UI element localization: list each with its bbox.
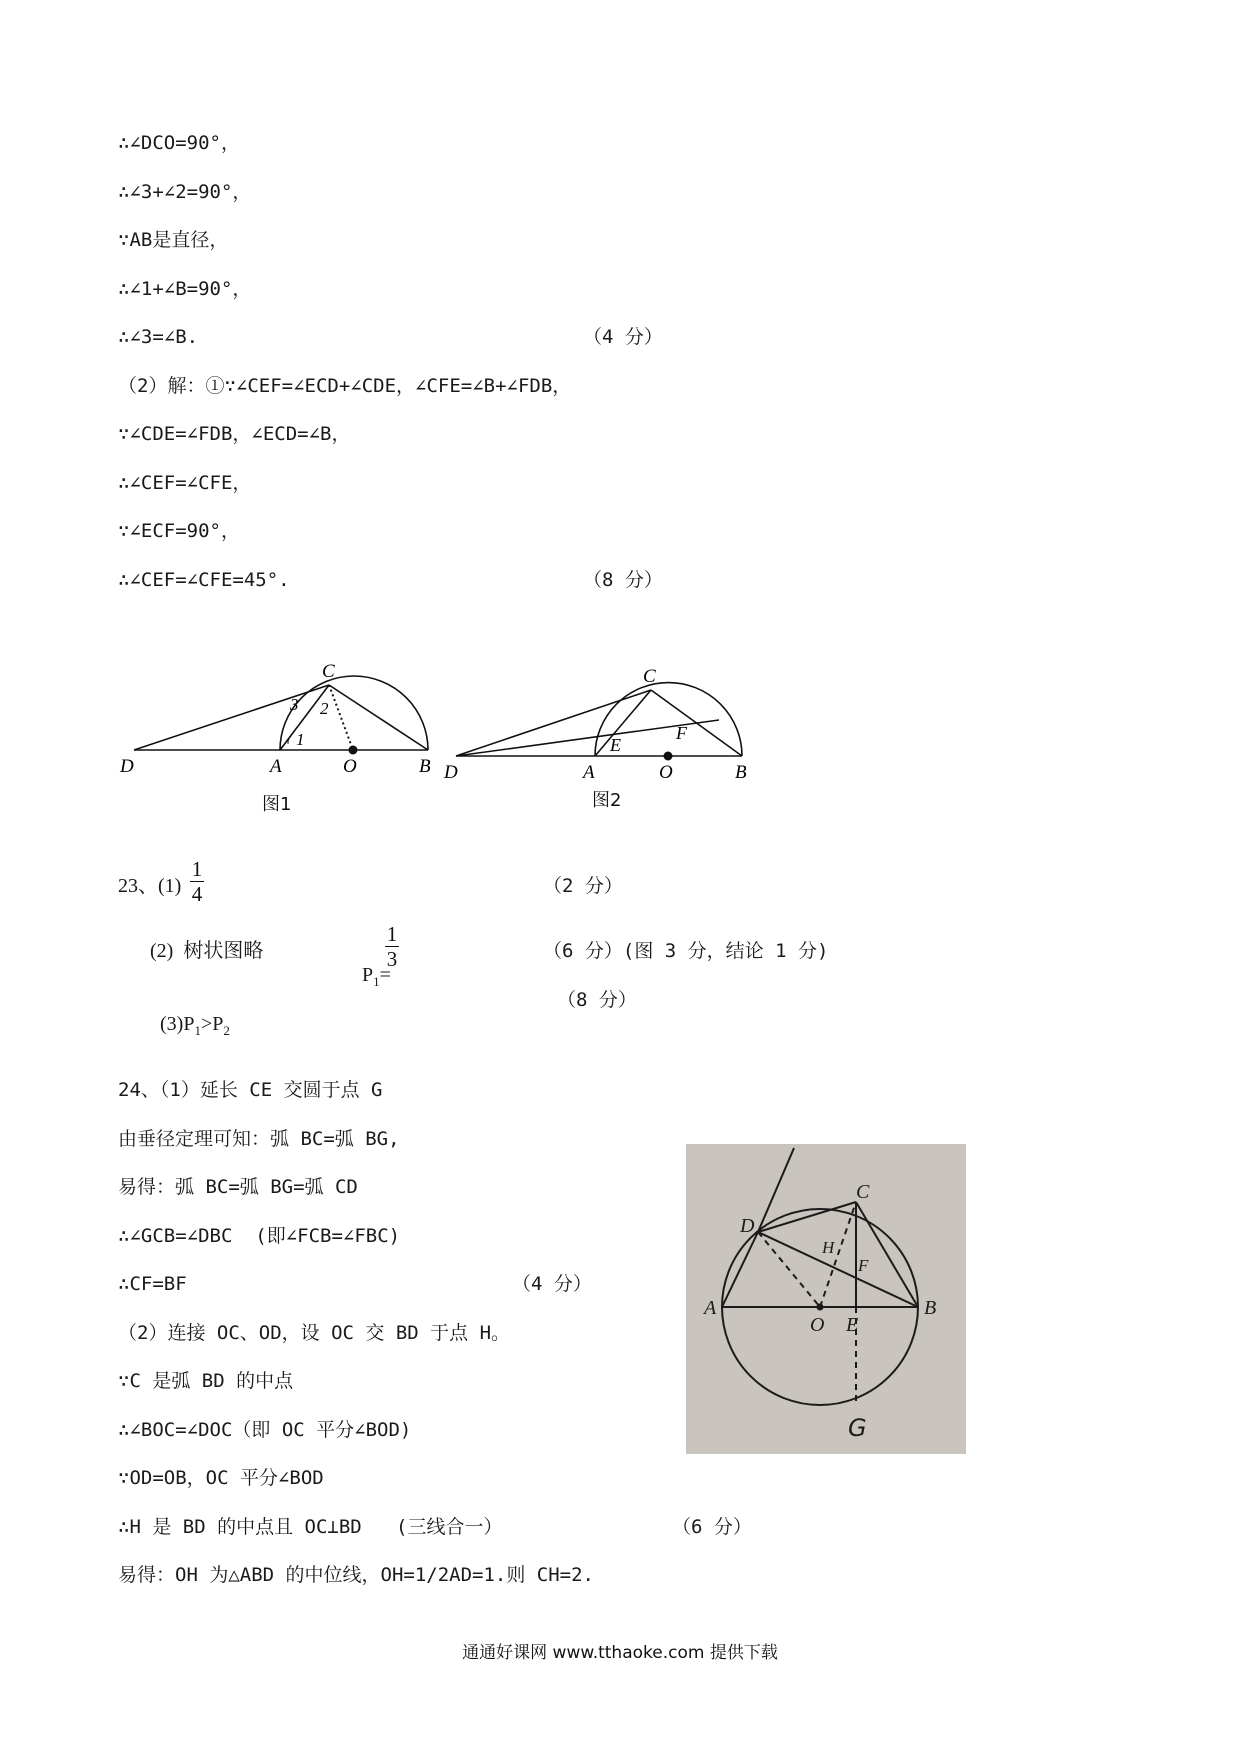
proof-line-8: ∴∠CEF=∠CFE， [118, 472, 252, 494]
fig2-label-b: B [735, 762, 747, 780]
page-footer: 通通好课网 www.tthaoke.com 提供下载 [462, 1643, 778, 1663]
fig1-label-o: O [343, 756, 357, 775]
proof-line-6: （2）解：①∵∠CEF=∠ECD+∠CDE，∠CFE=∠B+∠FDB， [118, 375, 572, 397]
photo-label-h: H [822, 1238, 835, 1257]
proof-line-4: ∴∠1+∠B=90°， [118, 278, 252, 300]
fig1-label-b: B [419, 756, 431, 775]
fig1-label-angle2: 2 [320, 699, 329, 718]
q24-line-6: （2）连接 OC、OD，设 OC 交 BD 于点 H。 [118, 1322, 511, 1344]
photo-label-a: A [704, 1297, 717, 1319]
q23-part3-sub1: 1 [194, 1023, 201, 1038]
q23-score-8: （8 分） [557, 989, 637, 1011]
fig1-label-angle1: 1 [296, 730, 305, 749]
figure-2-caption: 图2 [592, 790, 622, 811]
q24-line-10: ∴H 是 BD 的中点且 OC⊥BD (三线合一） [118, 1516, 503, 1538]
figure-1-caption: 图1 [262, 794, 292, 815]
q23-part3-gt: >P [200, 1013, 224, 1035]
fig2-label-f: F [676, 723, 687, 743]
q23-frac1-den: 4 [191, 882, 203, 906]
photo-label-g: G [848, 1414, 867, 1442]
q23-frac1-num: 1 [191, 857, 203, 881]
q24-line-5: ∴CF=BF [118, 1273, 187, 1295]
q23-fraction-1-4 [190, 858, 204, 905]
q23-p1-sub: 1 [373, 974, 380, 989]
figure-1-diagram [110, 655, 450, 775]
proof-line-5: ∴∠3=∠B. [118, 326, 199, 348]
fig2-label-d: D [444, 762, 458, 780]
proof-line-3: ∵AB是直径， [118, 229, 229, 251]
proof-line-7: ∵∠CDE=∠FDB，∠ECD=∠B， [118, 423, 351, 445]
proof-line-1: ∴∠DCO=90°， [118, 132, 240, 154]
figure-2-diagram [440, 660, 760, 780]
fig2-label-c: C [643, 666, 656, 687]
q24-line-9: ∵OD=OB，OC 平分∠BOD [118, 1467, 324, 1489]
q24-line-7: ∵C 是弧 BD 的中点 [118, 1370, 294, 1392]
photo-label-f: F [858, 1256, 869, 1275]
photo-label-d: D [740, 1215, 755, 1237]
q24-line-4: ∴∠GCB=∠DBC (即∠FCB=∠FBC) [118, 1225, 401, 1247]
q23-score-6: （6 分）(图 3 分，结论 1 分) [543, 940, 829, 962]
fig1-label-d: D [120, 756, 134, 775]
q23-p1-eq: = [379, 964, 391, 986]
fig1-label-a: A [270, 756, 282, 775]
q24-line-3: 易得：弧 BC=弧 BG=弧 CD [118, 1176, 358, 1198]
proof-line-10: ∴∠CEF=∠CFE=45°. [118, 569, 290, 591]
proof-line-9: ∵∠ECF=90°， [118, 520, 240, 542]
q24-line-11: 易得：OH 为△ABD 的中位线，OH=1/2AD=1.则 CH=2. [118, 1564, 594, 1586]
score-8-part1: （8 分） [583, 569, 663, 591]
photo-label-c: C [856, 1181, 870, 1203]
photo-label-e: E [846, 1314, 859, 1336]
q23-frac2-den: 3 [386, 947, 398, 971]
q23-part3-p1: (3)P [160, 1013, 195, 1035]
score-4-part1: （4 分） [583, 326, 663, 348]
fig1-label-c: C [322, 661, 335, 682]
q23-frac2-num: 1 [386, 922, 398, 946]
q24-line-1: 24、（1）延长 CE 交圆于点 G [118, 1079, 383, 1101]
photo-label-o: O [810, 1314, 825, 1336]
fig2-label-o: O [659, 762, 673, 780]
proof-line-2: ∴∠3+∠2=90°， [118, 181, 252, 203]
q23-part3 [150, 988, 230, 1043]
fig2-label-e: E [610, 735, 621, 755]
q24-figure-photo [686, 1144, 966, 1454]
q24-score-4: （4 分） [512, 1273, 592, 1295]
q24-circle-diagram [686, 1144, 966, 1454]
photo-label-b: B [924, 1297, 937, 1319]
q23-score-2: （2 分） [543, 875, 623, 897]
q24-line-2: 由垂径定理可知：弧 BC=弧 BG, [118, 1128, 400, 1150]
fig1-label-angle3: 3 [290, 695, 299, 714]
q24-score-6: （6 分） [672, 1516, 752, 1538]
q23-part2: (2) 树状图略 [150, 940, 264, 962]
q23-part3-sub2: 2 [223, 1023, 230, 1038]
fig2-label-a: A [583, 762, 595, 780]
q24-line-8: ∴∠BOC=∠DOC（即 OC 平分∠BOD) [118, 1419, 412, 1441]
q23-p1-letter: P [362, 964, 374, 986]
q23-fraction-1-3 [385, 923, 399, 970]
q23-label: 23、(1) [118, 875, 182, 897]
